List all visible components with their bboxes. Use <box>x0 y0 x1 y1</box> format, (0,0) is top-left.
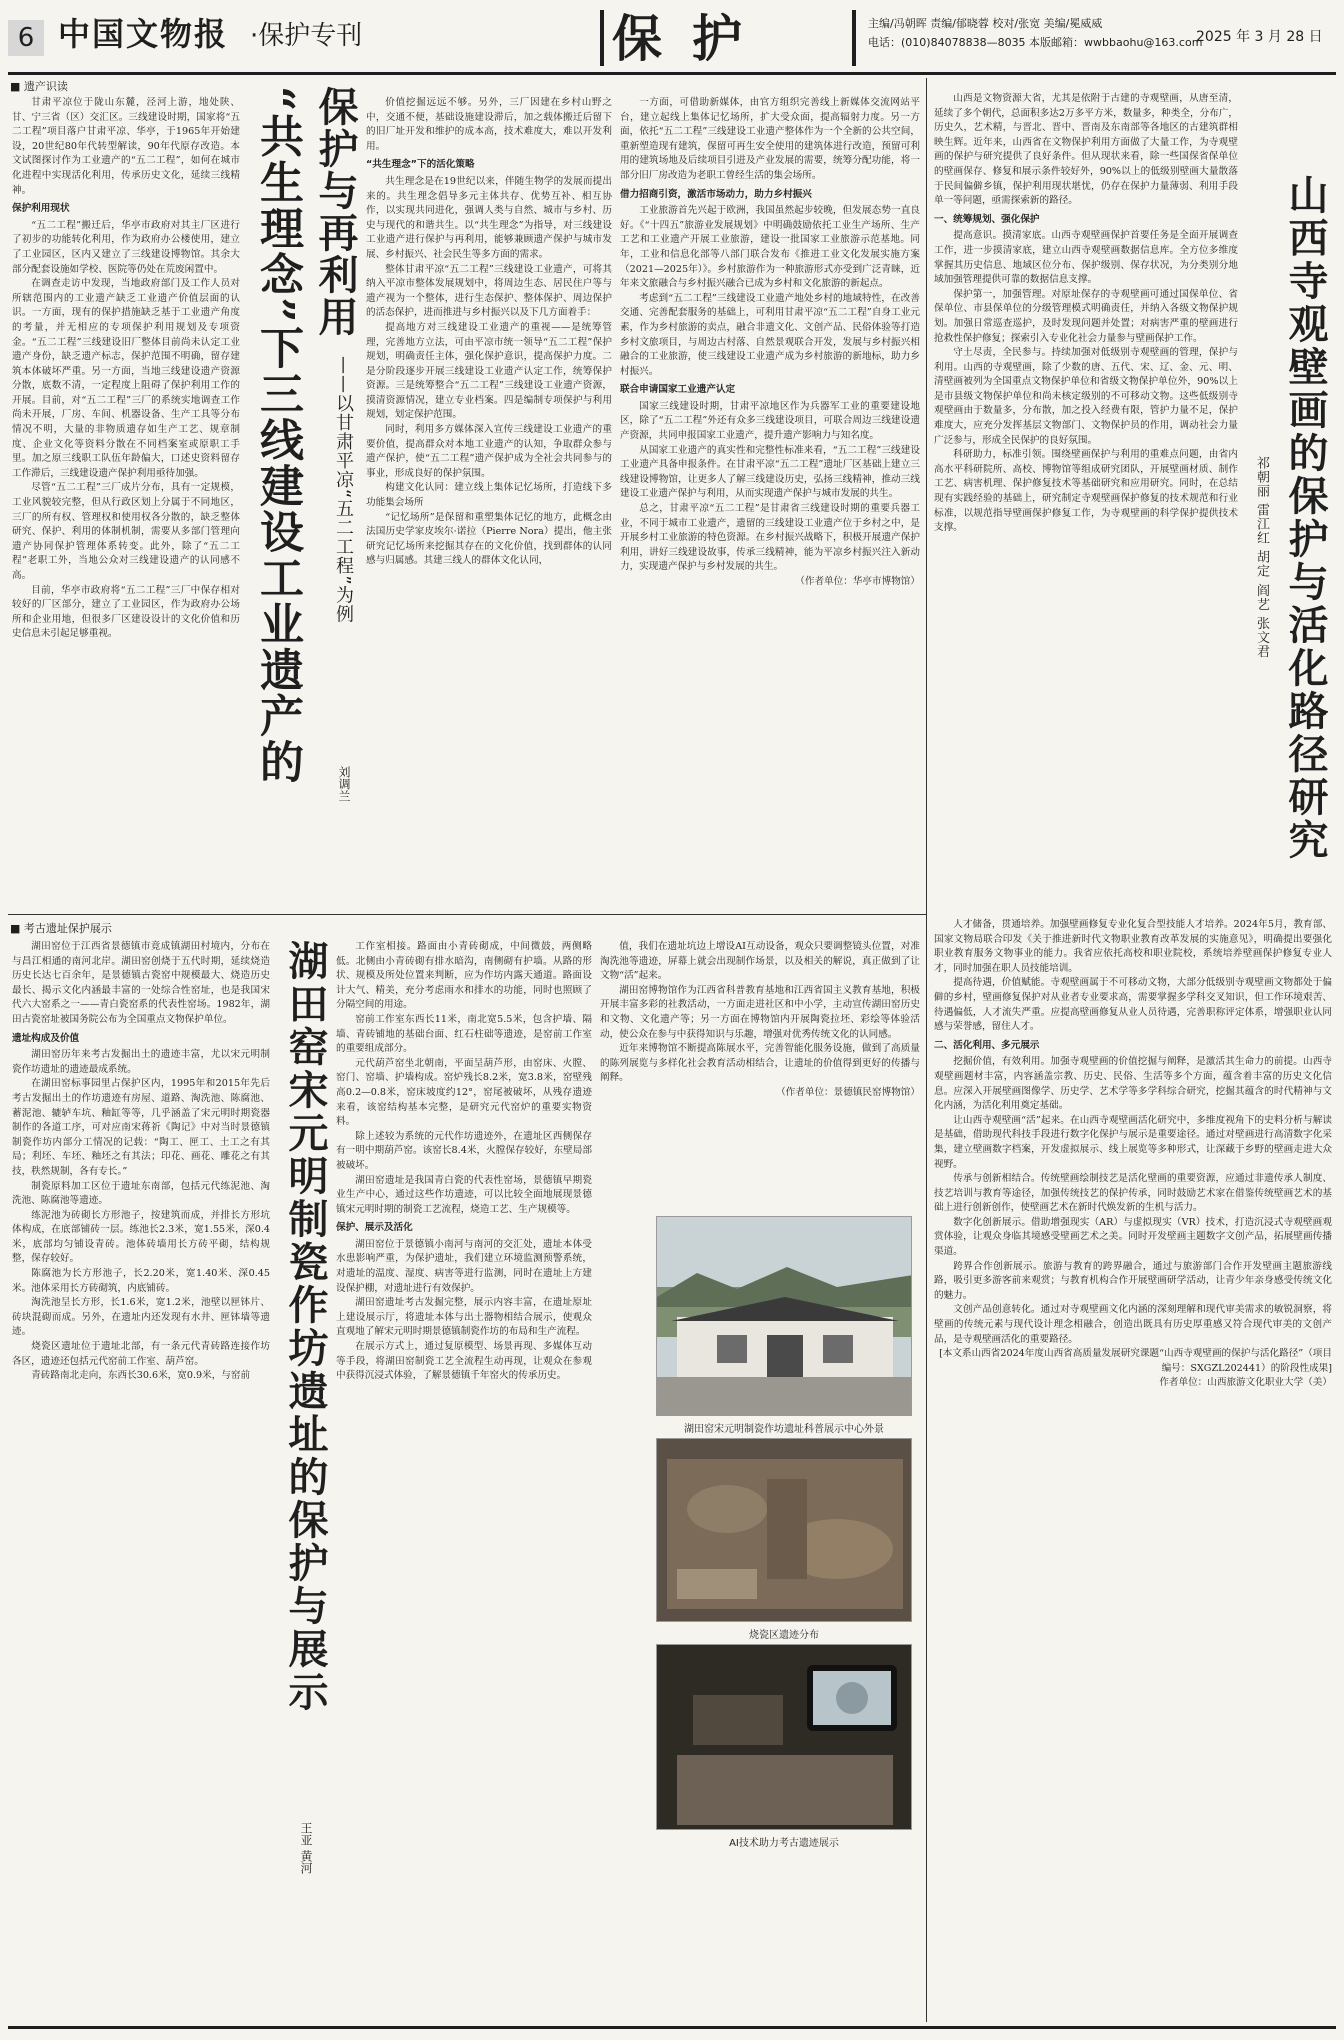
article-left-col3 <box>620 96 920 908</box>
ai-tablet-illustration <box>657 1645 912 1830</box>
subheading: 一、统筹规划、强化保护 <box>934 213 1040 225</box>
paragraph: 提高地方对三线建设工业遗产的重视——是统筹管理，完善地方立法，可由平凉市统一领导“五二工程”保护规划，明确责任主体，强化保护意识，提高保护力度。二是分阶段逐步开展三线建设工业遗产认定工作，统筹保护资源。三是统筹整合“五二工程”三线建设工业遗产资源，摸清资源情况，建立专业档案。四是编制专项保护与利用规划，划定保护范围。 <box>366 321 612 421</box>
paragraph: 工作室相接。路面由小青砖砌成，中间微鼓，两侧略低。北侧由小青砖砌有排水暗沟，南侧砌有护墙。从路的形状、规模及所处位置来判断，应为作坊内露天通道。路面设计大气、精美，充分考虑雨水和排水的功能，同时也照顾了分隔空间的用途。 <box>336 941 592 1011</box>
paragraph: 数字化创新展示。借助增强现实（AR）与虚拟现实（VR）技术，打造沉浸式寺观壁画观赏体验，让观众身临其境感受壁画艺术之美。同时开发壁画主题数字文创产品，拓展壁画传播渠道。 <box>934 1216 1332 1258</box>
paragraph: 让山西寺观壁画“活”起来。在山西寺观壁画活化研究中，多维度视角下的史料分析与解读是基础，借助现代科技手段进行数字化保护与展示是重要途径。通过对壁画进行高清数字化采集，建立壁画数字档案，开发虚拟展示、线上展览等多种形式，让深藏于乡野的壁画走进大众视野。 <box>934 1114 1332 1170</box>
paragraph: 一方面，可借助新媒体，由官方组织完善线上新媒体交流网站平台，建立起线上集体记忆场所，扩大受众面，提高辐射力度。另一方面，依托“五二工程”三线建设工业遗产整体作为一个全新的公共空间，重新塑造现有建筑，保留可再生安全使用的建筑体进行改造，预留可利用的建筑场地及后续项目引进及产业发展的需要，统筹分配功能，将一部分旧厂房改造为老职工曾经生活的集会场所。 <box>620 97 920 181</box>
paragraph: 湖田窑博物馆作为江西省科普教育基地和江西省国主义教育基地，积极开展丰富多彩的社教活动，一方面走进社区和中小学，主动宣传湖田窑历史和文物、文化遗产等；另一方面在博物馆内开展陶瓷拉坯、彩绘等体验活动，使公众在参与中获得知识与乐趣，增强对优秀传统文化的认同感。 <box>600 984 920 1040</box>
paragraph: 湖田窑位于景德镇小南河与南河的交汇处，遗址本体受水患影响严重，为保护遗址，我们建立环境监测预警系统，对遗址的温度、湿度、病害等进行监测，同时在遗址上方建设保护棚，对遗址进行有效保护。 <box>336 1238 592 1294</box>
section-divider-right <box>852 10 856 66</box>
paragraph: 练泥池为砖砌长方形池子，按建筑而成，并排长方形坑体构成，在底部铺砖一层。练池长2.3米，宽1.55米，深0.4米，底部均匀铺设青砖。池体砖墙用长方砖平砌，结构规整，保存较好。 <box>12 1209 270 1265</box>
article-bottom-col2 <box>336 940 592 2026</box>
paragraph: 整体甘肃平凉“五二工程”三线建设工业遗产，可将其纳入平凉市整体发展规划中，将周边生态、居民住户等与遗产视为一个整体，进行生态保护、整体保护、周边保护的活态保护，进而推进与乡村振兴以及下几方面着手： <box>366 263 612 319</box>
edition-name: ·保护专刊 <box>250 21 363 51</box>
article-bottom-author: 王亚 黄河 <box>299 1822 313 1874</box>
paragraph: 同时，利用多方媒体深入宣传三线建设工业遗产的重要价值，提高群众对本地工业遗产的认知，争取群众参与遗产保护，使“五二工程”遗产保护成为全社会共同参与的事业，形成良好的保护氛围。 <box>366 424 612 479</box>
paragraph: 陈腐池为长方形池子，长2.20米，宽1.40米、深0.45米。池体采用长方砖砌筑，内底铺砖。 <box>12 1268 270 1294</box>
paragraph: 提高待遇，价值赋能。寺观壁画属于不可移动文物，大部分低级别寺观壁画文物都处于偏僻的乡村，壁画修复保护对从业者专业要求高，需要掌握多学科交叉知识，但工作环境艰苦、待遇偏低，人才流失严重。应提高壁画修复从业人员待遇，完善职称评定体系，增强职业认同感与荣誉感，留住人才。 <box>934 977 1332 1033</box>
funding-note: [本文系山西省2024年度山西省高质量发展研究课题“山西寺观壁画的保护与活化路径”（项目编号：SXGZL202441）的阶段性成果] <box>939 1348 1332 1374</box>
kiln-remains-illustration <box>657 1439 912 1622</box>
paragraph: 价值挖掘远远不够。另外，三厂因建在乡村山野之中，交通不便，基础设施建设滞后，加之载体搬迁后留下的旧厂址开发和维护的成本高，技术难度大，难以开发利用。 <box>366 97 612 152</box>
author-affiliation: （作者单位：景德镇民窑博物馆） <box>776 1086 920 1098</box>
paragraph: 除上述较为系统的元代作坊遗迹外，在遗址区西侧保存有一明中期葫芦窑。该窑长8.4米，火膛保存较好，东壁局部被破坏。 <box>336 1130 592 1171</box>
paragraph: 共生理念是在19世纪以来，伴随生物学的发展而提出来的。共生理念倡导多元主体共存、优势互补、相互协作，以实现共同进化，强调人类与自然、城市与乡村、历史与现代的和谐共生。以“共生理念”为指导，对三线建设工业遗产进行保护与再利用，能够兼顾遗产保护与城市发展、乡村振兴、社会民生等多方面的需求。 <box>366 175 612 260</box>
tag-label: 遗产识读 <box>23 80 68 93</box>
tag-marker-icon: ■ <box>10 80 24 93</box>
subheading: 联合申请国家工业遗产认定 <box>620 384 736 396</box>
paragraph: 科研助力，标准引领。围绕壁画保护与利用的重难点问题，由省内高水平科研院所、高校、博物馆等组成研究团队，开展壁画材质、制作工艺、病害机理、保护修复技术等基础研究和应用研究。同时，在总结现有实践经验的基础上，研究制定寺观壁画保护修复的技术规范和行业标准，以规范指导壁画保护修复工作，为寺观壁画的科学保护提供技术支撑。 <box>934 449 1238 534</box>
subheading: 二、活化利用、多元展示 <box>934 1039 1040 1051</box>
article-left-author: 刘调兰 <box>337 766 351 802</box>
tag-marker-icon: ■ <box>10 922 24 935</box>
editor-names: 主编/冯朝晖 责编/郁晓蓉 校对/张宽 美编/冕威威 <box>868 17 1103 30</box>
subheading: 保护利用现状 <box>12 203 70 215</box>
paragraph: 目前，华亭市政府将“五二工程”三厂中保存相对较好的厂区部分，建立了工业园区，作为政府办公场所和企业用地，但很多厂区建设设计的文化价值和历史信息未引起足够重视。 <box>12 584 240 640</box>
paragraph: 国家三线建设时期，甘肃平凉地区作为兵器军工业的重要建设地区，除了“五二工程”外还有众多三线建设项目，可联合周边三线建设遗产资源，共同申报国家工业遗产，提升遗产影响力与知名度。 <box>620 400 920 442</box>
paragraph: 提高意识。摸清家底。山西寺观壁画保护首要任务是全面开展调查工作，进一步摸清家底，建立山西寺观壁画数据信息库。全方位多维度掌握其历史信息、地域区位分布、保护级别、保存状况，为分类别分地域加强管理提供可靠的数据信息支撑。 <box>934 230 1238 286</box>
article-right-title: 山西寺观壁画的保护与活化路径研究 <box>1282 174 1329 862</box>
article-bottom-tag <box>10 920 112 936</box>
paragraph: 青砖路南北走向，东西长30.6米，宽0.9米，与窑前 <box>31 1370 251 1382</box>
paragraph: 尽管“五二工程”三厂成片分布，具有一定规模，工业风貌较完整，但从行政区划上分属于不同地区，三厂的所有权、管理权和使用权各分散的，缺乏整体研究、保护、利用的体制机制，需要从多部门管理向遗产协同保护管理体系转变。此外，除了“五二工程”老职工外，当地公众对三线建设遗产的认同感不高。 <box>12 482 240 581</box>
paragraph: 传承与创新相结合。传统壁画绘制技艺是活化壁画的重要资源，应通过非遗传承人制度、技艺培训与教育等途径，加强传统技艺的保护传承，同时鼓励艺术家在借鉴传统壁画艺术的基础上进行创新创作，使壁画艺术在新时代焕发新的生机与活力。 <box>934 1173 1332 1214</box>
page-bottom-rule <box>8 2026 1336 2029</box>
article-right-authors: 祁朝丽 雷江红 胡定 阎艺 张文君 <box>1254 456 1269 659</box>
paragraph: 甘肃平凉位于陇山东麓，泾河上游，地处陕、甘、宁三省（区）交汇区。三线建设时期，国家将“五二工程”项目落户甘肃平凉、华亭，于1965年开始建设，20世纪80年代转型解读，90年代原存改造。本文试图探讨作为工业遗产的“五二工程”，如何在城市化进程中实现活化利用，传承历史文化，延续三线精神。 <box>12 97 240 196</box>
paragraph: 总之，甘肃平凉“五二工程”是甘肃省三线建设时期的重要兵器工业，不同于城市工业遗产，遗留的三线建设工业遗产位于乡村之中，是开展乡村工业旅游的特色资源。在乡村振兴战略下，积极开展遗产保护利用，讲好三线建设故事，传承三线精神，能为平凉乡村振兴注入新动力，实现遗产保护与乡村发展的共生。 <box>620 503 920 573</box>
bottom-section-rule <box>8 914 926 915</box>
article-right-col1 <box>934 92 1238 904</box>
paragraph: 跨界合作创新展示。旅游与教育的跨界融合，通过与旅游部门合作开发壁画主题旅游线路，吸引更多游客前来观赏；与教育机构合作开展壁画研学活动，让青少年亲身感受传统文化的魅力。 <box>934 1260 1332 1301</box>
paragraph: 窑前工作室东西长11米，南北宽5.5米，包含护墙、隔墙、青砖铺地的基础台面、红石柱础等遗迹，是窑前工作室的重要组成部分。 <box>336 1013 592 1055</box>
paragraph: 在调查走访中发现，当地政府部门及工作人员对所辖范围内的工业遗产缺乏工业遗产价值层面的认识。一方面，现有的保护措施缺乏基于工业遗产角度的考量，并无相应的专项保护利用规划及专项资金。“五二工程”三线建设旧厂整体目前尚未认定工业遗产身份，缺乏遗产标志，保护范围不明确，留存建筑本体破坏严重。另一方面，当地三线建设遗产资源分散，底数不清，一定程度上阻碍了保护利用工作的开展。目前，对“五二工程”三厂的系统实地调查工作尚未开展，厂房、车间、机器设备、生产工具等分布情况不明，大量的非物质遗存如生产工艺、规章制度、企业文化等资料分散在不同档案室或原职工手里。加之原三线职工队伍年龄偏大，口述史资料留存工作滞后，三线建设遗产保护利用亟待加强。 <box>12 278 240 479</box>
section-title: 保护 <box>612 9 772 68</box>
museum-exterior-illustration <box>657 1217 912 1416</box>
paragraph: 近年来博物馆不断提高陈展水平，完善智能化服务设施，做到了高质量的陈列展览与多样化社会教育活动相结合，让遗址的价值得到更好的传播与阐释。 <box>600 1043 920 1084</box>
paragraph: 湖田窑位于江西省景德镇市竟成镇湖田村境内，分布在与昌江相通的南河北岸。湖田窑创烧于五代时期，延续烧造历史长达七百余年，是景德镇古瓷窑中规模最大、烧造历史最长、揭示文化内涵最丰富的一处综合性窑址，也是我国宋代六大窑系之一——青白瓷窑系的代表性窑场。1982年，湖田古瓷窑址被国务院公布为全国重点文物保护单位。 <box>12 941 270 1025</box>
article-left-col1 <box>12 96 240 912</box>
paragraph: 在展示方式上，通过复原模型、场景再现、多媒体互动等手段，将湖田窑制瓷工艺全流程生动再现，让观众在参观中获得沉浸式体验，了解景德镇千年窑火的传承历史。 <box>336 1341 592 1382</box>
caption-ai-display: AI技术助力考古遗迹展示 <box>729 1838 839 1849</box>
article-left-tag <box>10 78 68 94</box>
subheading: “共生理念”下的活化策略 <box>366 159 475 171</box>
paragraph: “五二工程”搬迁后，华亭市政府对其主厂区进行了初步的功能转化利用，作为政府办公楼使用，建立了工业园区，区内又建立了三线建设博物馆。其余大部分配套设施如学校、医院等仍处在荒废闲置中。 <box>12 219 240 275</box>
paragraph: 湖田窑遗址考古发掘完整，展示内容丰富，在遗址原址上建设展示厅，将遗址本体与出土器物相结合展示，使观众直观地了解宋元明时期景德镇制瓷作坊的布局和生产流程。 <box>336 1297 592 1338</box>
subheading: 保护、展示及活化 <box>336 1222 413 1234</box>
article-right-col2 <box>934 918 1332 2026</box>
paragraph: 湖田窑遗址是我国青白瓷的代表性窑场，景德镇早期瓷业生产中心，通过这些作坊遗迹，可以比较全面地展现景德镇宋元明时期的制瓷工艺流程，烧造工艺、生产规模等。 <box>336 1174 592 1215</box>
article-left-title-1: 保护与再利用 <box>312 86 359 338</box>
photo-museum-exterior <box>656 1216 912 1416</box>
paragraph: 元代葫芦窑坐北朝南，平面呈葫芦形，由窑床、火膛、窑门、窑墙、护墙构成。窑炉残长8.2米，宽3.8米，窑壁残高0.2—0.8米，窑床坡度约12°，窑尾被破坏，从残存遗迹来看，该窑结构基本完整，是研究元代窑炉的重要实物资料。 <box>336 1057 592 1128</box>
paragraph: 山西是文物资源大省，尤其是依附于古建的寺观壁画，从唐至清，延续了多个朝代，总面积多达2万多平方米，数量多，种类全，分布广，历史久，艺术精，与晋北、晋中、晋南及东南部等各地区的古建筑群相映生辉。近年来，山西省在文物保护利用方面做了大量工作，为寺观壁画的保护与研究提供了良好条件。但从现状来看，除一些国保省保单位的壁画保存、修复和展示条件较好外，90%以上的低级别壁画大量散落于民间偏僻乡镇，保护利用现状堪忧，仍存在保护力量薄弱、利用手段单一等问题，亟需探索新的路径。 <box>934 93 1238 207</box>
paragraph: 守土尽责，全民参与。持续加强对低级别寺观壁画的管理，保护与利用。山西的寺观壁画，除了少数的唐、五代、宋、辽、金、元、明、清壁画被列为全国重点文物保护单位和省级文物保护单位外，90%以上是市县级文物保护单位和尚未核定级别的不可移动文物。这些低级别寺观壁画由于数量多，分布散，加之投入经费有限，管护力量不足，保护难度大，应充分发挥基层文物部门、文物保护员的作用，调动社会力量广泛参与，形成全民保护的良好氛围。 <box>934 347 1238 446</box>
paragraph: 工业旅游首先兴起于欧洲，我国虽然起步较晚，但发展态势一直良好。《“十四五”旅游业发展规划》中明确鼓励依托工业生产场所、生产工艺和工业遗产开展工业旅游，建设一批国家工业旅游示范基地。同年，工业和信息化部等八部门联合发布《推进工业文化发展实施方案（2021—2025年）》。乡村旅游作为一种旅游形式亦受到广泛青睐，近年来文旅融合与乡村振兴融合已成为乡村和文化旅游的新起点。 <box>620 205 920 290</box>
photo-kiln-remains <box>656 1438 912 1622</box>
paragraph: 值，我们在遗址坑边上增设AI互动设备，观众只要调整镜头位置，对准淘洗池等遗迹，屏幕上就会出现制作场景，以及相关的解说，真正做到了让文物“活”起来。 <box>600 941 920 982</box>
editorial-info <box>868 14 1202 52</box>
paragraph: 构建文化认同：建立线上集体记忆场所，打造线下多功能集会场所 <box>366 482 612 509</box>
article-left-title-2: “共生理念”下三线建设工业遗产的 <box>252 86 303 785</box>
section-divider-left <box>600 10 604 66</box>
paragraph: 挖掘价值，有效利用。加强寺观壁画的价值挖掘与阐释，是激活其生命力的前提。山西寺观壁画题材丰富，内容涵盖宗教、历史、民俗、生活等多个方面，蕴含着丰富的历史文化信息。应深入开展壁画图像学、历史学、艺术学等多学科综合研究，挖掘其蕴含的时代精神与文化内涵，为活化利用奠定基础。 <box>934 1056 1332 1112</box>
photo-ai-display <box>656 1644 912 1830</box>
paragraph: 在湖田窑标事园里占保护区内，1995年和2015年先后考古发掘出土的作坊遗迹有房屋、道路、淘洗池、陈腐池、蓄泥池、辘轳车坑、釉缸等等，几乎涵盖了宋元明时期瓷器制作的各道工序，可对应南宋蒋祈《陶记》中对当时景德镇制瓷作坊内部分工情况的记载：“陶工、匣工、土工之有其局；利坯、车坯、釉坯之有其法；印花、画花、雕花之有其技，秩然规制，各有专长。” <box>12 1078 270 1177</box>
paragraph: 烧瓷区遗址位于遗址北部，有一条元代青砖路连接作坊各区，遗迹还包括元代窑前工作室、葫芦窑。 <box>12 1341 270 1367</box>
article-left-col2 <box>366 96 612 912</box>
caption-kiln-remains: 烧瓷区遗迹分布 <box>749 1630 819 1641</box>
paragraph: 文创产品创意转化。通过对寺观壁画文化内涵的深刻理解和现代审美需求的敏锐洞察，将壁画的传统元素与现代设计理念相融合，创造出既具有历史厚重感又符合现代审美的文创产品，是寺观壁画活化的重要路径。 <box>934 1304 1332 1345</box>
column-divider <box>926 78 927 2022</box>
article-bottom-col1 <box>12 940 270 2026</box>
article-left-subtitle: ——以甘肃平凉“五二工程”为例 <box>333 356 354 624</box>
paragraph: 考虑到“五二工程”三线建设工业遗产地处乡村的地域特性，在改善交通、完善配套服务的基础上，可利用甘肃平凉“五二工程”自身工业元素，作为乡村旅游的卖点，融合非遗文化、文创产品、民俗体验等打造乡村文旅项目，与周边古村落、自然景观联合开发，发展与乡村振兴相融合的工业旅游，使三线建设工业遗产成为乡村旅游的新地标，助力乡村振兴。 <box>620 292 920 377</box>
masthead-rule <box>8 72 1336 75</box>
caption-museum-exterior: 湖田窑宋元明制瓷作坊遗址科普展示中心外景 <box>684 1424 884 1435</box>
masthead <box>0 0 1344 72</box>
article-bottom-title: 湖田窑宋元明制瓷作坊遗址的保护与展示 <box>282 940 329 1714</box>
paragraph: “记忆场所”是保留和重塑集体记忆的地方，此概念由法国历史学家皮埃尔·诺拉（Pierre Nora）提出，他主张研究记忆场所来挖掘其存在的文化价值，找到群体的认同感与归属感。其建三线人的群体文化认同， <box>366 511 612 567</box>
author-affiliation: 作者单位：山西旅游文化职业大学（美） <box>1159 1377 1332 1389</box>
paragraph: 保护第一，加强管理。对原址保存的寺观壁画可通过国保单位、省保单位、市县保单位的分级管理模式明确责任，并纳入各级文物保护规划。加强日常巡查巡护，及时发现问题并处置；对病害严重的壁画进行抢救性保护修复；探索引入专业化社会力量参与壁画保护工作。 <box>934 288 1238 344</box>
paragraph: 人才储备，贯通培养。加强壁画修复专业化复合型技能人才培养。2024年5月，教育部、国家文物局联合印发《关于推进新时代文物职业教育改革发展的实施意见》，明确提出要强化职业教育服务文物事业的能力。我省应依托高校和职业院校，系统培养壁画保护修复专业人才，同时加强在职人员技能培训。 <box>934 919 1332 974</box>
author-affiliation: （作者单位：华亭市博物馆） <box>795 576 920 587</box>
newspaper-name: 中国文物报 <box>58 15 229 53</box>
tag-label: 考古遗址保护展示 <box>23 922 112 935</box>
publication-date: 2025 年 3 月 28 日 <box>1196 29 1323 45</box>
article-bottom-col3 <box>600 940 920 1200</box>
paragraph: 淘洗池呈长方形，长1.6米，宽1.2米，池壁以匣钵片、砖块混砌而成。另外，在遗址内还发现有水井、匣钵墙等遗迹。 <box>12 1297 270 1338</box>
page-number: 6 <box>8 20 44 56</box>
subheading: 遗址构成及价值 <box>12 1032 80 1044</box>
paragraph: 从国家工业遗产的真实性和完整性标准来看，“五二工程”三线建设工业遗产具备申报条件。在甘肃平凉“五二工程”遗址厂区基础上建立三线建设博物馆，让更多人了解三线建设历史，弘扬三线精神，推动三线建设工业遗产保护与利用，从而实现遗产保护与城市发展的共生。 <box>620 444 920 500</box>
paragraph: 湖田窑历年来考古发掘出土的遗迹丰富，尤以宋元明制瓷作坊遗址的遗迹最成系统。 <box>12 1049 270 1075</box>
subheading: 借力招商引资，激活市场动力，助力乡村振兴 <box>620 188 812 200</box>
paragraph: 制瓷原料加工区位于遗址东南部，包括元代练泥池、淘洗池、陈腐池等遗迹。 <box>12 1180 270 1207</box>
editor-contact: 电话：(010)84078838—8035 本版邮箱：wwbbaohu@163.com <box>868 36 1203 49</box>
